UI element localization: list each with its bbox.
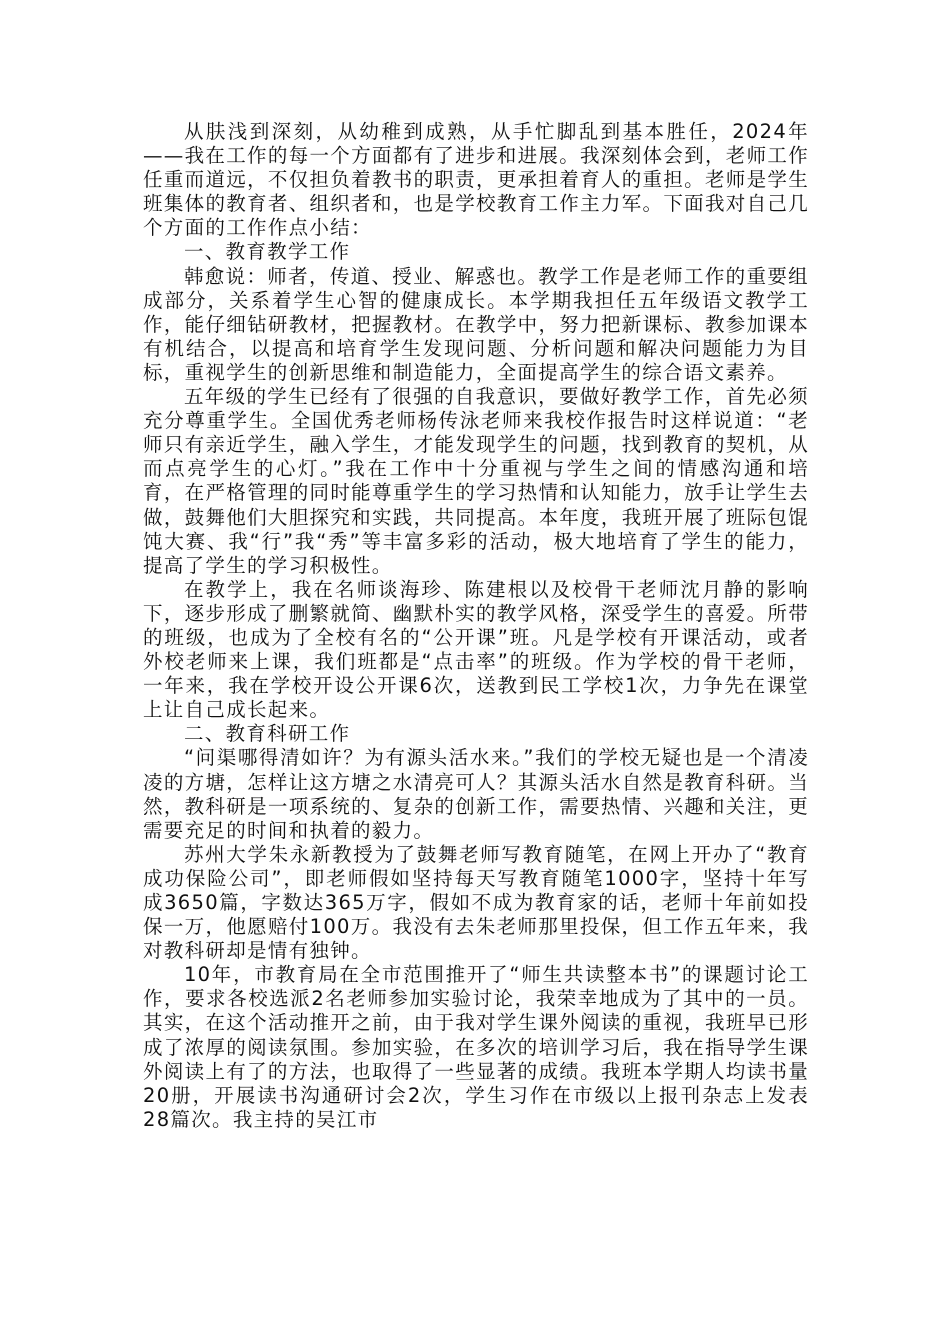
body-paragraph: 五年级的学生已经有了很强的自我意识，要做好教学工作，首先必须充分尊重学生。全国优秀老师杨传泳老师来我校作报告时这样说道：“老师只有亲近学生，融入学生，才能发现学生的问题，找到教育的契机，从而点亮学生的心灯。”我在工作中十分重视与学生之间的情感沟通和培育，在严格管理的同时能尊重学生的学习热情和认知能力，放手让学生去做，鼓舞他们大胆探究和实践，共同提高。本年度，我班开展了班际包馄饨大赛、我“行”我“秀”等丰富多彩的活动，极大地培育了学生的能力，提高了学生的学习积极性。 [143,385,809,577]
intro-paragraph: 从肤浅到深刻，从幼稚到成熟，从手忙脚乱到基本胜任，2024年——我在工作的每一个方面都有了进步和进展。我深刻体会到，老师工作任重而道远，不仅担负着教书的职责，更承担着育人的重担。老师是学生班集体的教育者、组织者和，也是学校教育工作主力军。下面我对自己几个方面的工作作点小结： [143,120,809,240]
section-heading-research: 二、教育科研工作 [183,722,351,746]
document-page [143,120,809,1132]
section-heading-teaching: 一、教育教学工作 [183,240,351,264]
body-paragraph: “问渠哪得清如许？为有源头活水来。”我们的学校无疑也是一个清凌凌的方塘，怎样让这方塘之水清亮可人？其源头活水自然是教育科研。当然，教科研是一项系统的、复杂的创新工作，需要热情、兴趣和关注，更需要充足的时间和执着的毅力。 [143,746,809,842]
body-paragraph: 在教学上，我在名师谈海珍、陈建根以及校骨干老师沈月静的影响下，逐步形成了删繁就简、幽默朴实的教学风格，深受学生的喜爱。所带的班级，也成为了全校有名的“公开课”班。凡是学校有开课活动，或者外校老师来上课，我们班都是“点击率”的班级。作为学校的骨干老师，一年来，我在学校开设公开课6次，送教到民工学校1次，力争先在课堂上让自己成长起来。 [143,577,809,722]
body-paragraph: 10年，市教育局在全市范围推开了“师生共读整本书”的课题讨论工作，要求各校选派2名老师参加实验讨论，我荣幸地成为了其中的一员。其实，在这个活动推开之前，由于我对学生课外阅读的重视，我班早已形成了浓厚的阅读氛围。参加实验，在多次的培训学习后，我在指导学生课外阅读上有了的方法，也取得了一些显著的成绩。我班本学期人均读书量20册，开展读书沟通研讨会2次，学生习作在市级以上报刊杂志上发表28篇次。我主持的吴江市 [143,963,809,1131]
body-paragraph: 苏州大学朱永新教授为了鼓舞老师写教育随笔，在网上开办了“教育成功保险公司”，即老师假如坚持每天写教育随笔1000字，坚持十年写成3650篇，字数达365万字，假如不成为教育家的话，老师十年前如投保一万，他愿赔付100万。我没有去朱老师那里投保，但工作五年来，我对教科研却是情有独钟。 [143,842,809,963]
body-paragraph: 韩愈说：师者，传道、授业、解惑也。教学工作是老师工作的重要组成部分，关系着学生心智的健康成长。本学期我担任五年级语文教学工作，能仔细钻研教材，把握教材。在教学中，努力把新课标、教参加课本有机结合，以提高和培育学生发现问题、分析问题和解决问题能力为目标，重视学生的创新思维和制造能力，全面提高学生的综合语文素养。 [143,264,809,384]
